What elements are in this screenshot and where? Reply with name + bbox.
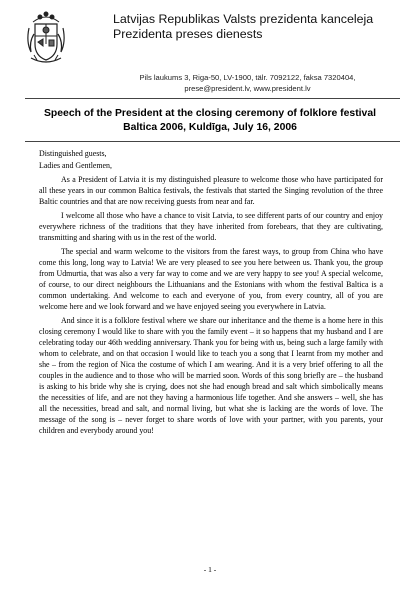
paragraph: The special and warm welcome to the visitors from the farest ways, to group from China who have come this long, long way to Latvia! We are very pleased to see you here between us. Thank you, the group from Udmurtia, that was also a very far way to come and we are very happy to see you! A special welcome, of course, to our direct neighbours the Lithuanians and the Estonians with whom the festival Baltica is a common undertaking. And welcome to each and everyone of you, from every country, all of you are welcome here and we look forward and we have enjoyed seeing you everywhere in Latvia. [39,247,383,311]
speech-title [20,107,400,135]
page-number: - 1 - [203,565,217,574]
department-name: Prezidenta preses dienests [113,27,263,41]
organization-name: Latvijas Republikas Valsts prezidenta kanceleja [113,12,374,26]
speech-body [39,148,383,436]
organization-header [113,12,403,42]
header-divider-top [25,98,400,99]
contact-info [80,72,415,94]
salutation-ladies-gentlemen: Ladies and Gentlemen, [39,161,112,170]
contact-address: Pils laukums 3, Riga-50, LV-1900, tälr. 7092122, faksa 7320404, [139,73,356,82]
paragraph: I welcome all those who have a chance to visit Latvia, to see different parts of our country and enjoy everywhere richness of the traditions that they have inherited from forebears, that they are cultivating, transmitting and sharing with us in the rest of the world. [39,211,383,242]
paragraph: And since it is a folklore festival where we share our inheritance and the theme is a home here in this closing ceremony I would like to share with you the family event – it so happens that my husband and I are celebrating today our 46th wedding anniversary. Thank you for being with us, being such a large family with whom to celebrate, and on that occasion I would like to teach you a song that I learnt from my mother and she – from the region of Nica the costume of which I am wearing. And it is a very brief offering to all the couples in the audience and to those who will be married soon. Words of this song briefly are – the husband is asking to his bride why she is crying, does not she had enough bread and salt which simbolically means the necessities of life, and are not they having a harmonious life together. And she answers – well, she has all the necessities, bread and salt, and normal living, but what she is lacking are the words of love. The message of the song is – never forget to share words of love with your partner, with you parents, your children and everybody around you! [39,316,383,435]
title-divider-bottom [25,141,400,142]
speech-title-line1: Speech of the President at the closing ceremony of folklore festival [43,108,376,119]
paragraph: As a President of Latvia it is my distinguished pleasure to welcome those who have participated for all these years in our common Baltica festivals, the festivals that started the Singing revolution of the three Baltic countries and that are now receiving guests from near and far. [39,175,383,206]
contact-email-web: prese@president.lv, www.president.lv [184,84,311,93]
speech-title-line2: Baltica 2006, Kuldīga, July 16, 2006 [123,122,297,133]
coat-of-arms-icon [25,8,67,66]
salutation-guests: Distinguished guests, [39,149,107,158]
